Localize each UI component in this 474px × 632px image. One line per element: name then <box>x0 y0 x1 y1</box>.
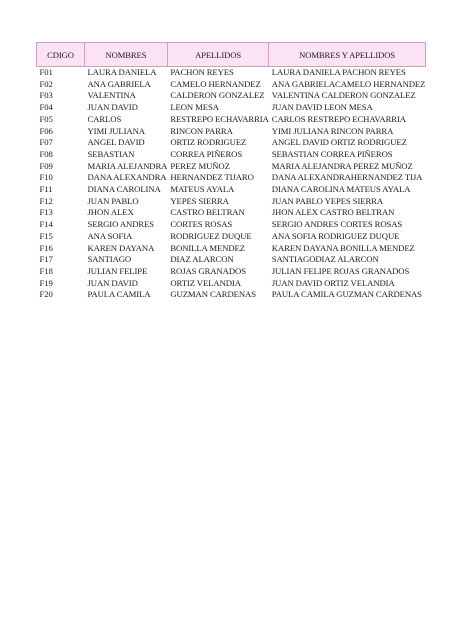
table-row <box>37 149 426 161</box>
cell-nombres-y-apellidos: CARLOS RESTREPO ECHAVARRIA <box>271 113 406 124</box>
cell-nombres-y-apellidos: MARIA ALEJANDRA PEREZ MUÑOZ <box>271 160 413 171</box>
cell-nombres: SEBASTIAN <box>87 148 135 159</box>
table-row <box>37 207 426 219</box>
cell-codigo: F16 <box>39 242 53 253</box>
cell-codigo: F05 <box>39 113 53 124</box>
cell-apellidos: ORTIZ RODRIGUEZ <box>170 137 247 148</box>
cell-nombres: ANA SOFIA <box>87 230 133 241</box>
cell-nombres: JULIAN FELIPE <box>87 265 148 276</box>
cell-nombres-y-apellidos: PAULA CAMILA GUZMAN CARDENAS <box>271 289 422 300</box>
cell-codigo: F17 <box>39 254 53 265</box>
cell-nombres: PAULA CAMILA <box>87 289 151 300</box>
cell-nombres: CARLOS <box>87 113 122 124</box>
table-row <box>37 219 426 231</box>
table-row <box>37 196 426 208</box>
table-row <box>37 126 426 138</box>
cell-codigo: F13 <box>39 207 53 218</box>
cell-nombres: JHON ALEX <box>87 207 134 218</box>
table-row <box>37 67 426 79</box>
cell-nombres-y-apellidos: DANA ALEXANDRAHERNANDEZ TIJA <box>271 172 423 183</box>
cell-nombres-y-apellidos: JHON ALEX CASTRO BELTRAN <box>271 207 395 218</box>
table-row <box>37 172 426 184</box>
cell-apellidos: ORTIZ VELANDIA <box>170 277 241 288</box>
table-row <box>37 161 426 173</box>
cell-apellidos: MATEUS AYALA <box>170 184 235 195</box>
cell-codigo: F07 <box>39 137 53 148</box>
table-row <box>37 90 426 102</box>
cell-codigo: F20 <box>39 289 53 300</box>
header-codigo: CDIGO <box>37 43 85 67</box>
cell-apellidos: YEPES SIERRA <box>170 195 229 206</box>
cell-apellidos: CORREA PIÑEROS <box>170 148 243 159</box>
header-nombres: NOMBRES <box>85 43 168 67</box>
table-row <box>37 278 426 290</box>
cell-nombres-y-apellidos: KAREN DAYANA BONILLA MENDEZ <box>271 242 415 253</box>
cell-codigo: F04 <box>39 102 53 113</box>
cell-codigo: F12 <box>39 195 53 206</box>
cell-apellidos: DIAZ ALARCON <box>170 254 234 265</box>
cell-apellidos: BONILLA MENDEZ <box>170 242 245 253</box>
cell-codigo: F11 <box>39 184 53 195</box>
cell-apellidos: RINCON PARRA <box>170 125 233 136</box>
table-row <box>37 266 426 278</box>
cell-nombres: MARIA ALEJANDRA <box>87 160 168 171</box>
cell-apellidos: GUZMAN CARDENAS <box>170 289 256 300</box>
cell-nombres-y-apellidos: SERGIO ANDRES CORTES ROSAS <box>271 219 403 230</box>
cell-codigo: F09 <box>39 160 53 171</box>
table-row <box>37 79 426 91</box>
cell-nombres-y-apellidos: SEBASTIAN CORREA PIÑEROS <box>271 148 393 159</box>
table-row <box>37 114 426 126</box>
cell-codigo: F18 <box>39 265 53 276</box>
table-body <box>37 67 426 302</box>
cell-nombres: YIMI JULIANA <box>87 125 145 136</box>
table-row <box>37 254 426 266</box>
names-table <box>36 42 426 301</box>
cell-codigo: F14 <box>39 219 53 230</box>
cell-apellidos: RESTREPO ECHAVARRIA <box>170 113 269 124</box>
cell-nombres: VALENTINA <box>87 90 136 101</box>
cell-codigo: F06 <box>39 125 53 136</box>
cell-apellidos: ROJAS GRANADOS <box>170 265 246 276</box>
cell-codigo: F10 <box>39 172 53 183</box>
cell-codigo: F03 <box>39 90 53 101</box>
cell-nombres: DIANA CAROLINA <box>87 184 161 195</box>
cell-nombres: LAURA DANIELA <box>87 67 157 77</box>
header-nombres-y-apellidos: NOMBRES Y APELLIDOS <box>269 43 426 67</box>
cell-apellidos: PACHON REYES <box>170 67 234 77</box>
header-apellidos: APELLIDOS <box>167 43 268 67</box>
cell-apellidos: HERNANDEZ TIJARO <box>170 172 254 183</box>
cell-apellidos: PEREZ MUÑOZ <box>170 160 230 171</box>
cell-nombres-y-apellidos: ANA SOFIA RODRIGUEZ DUQUE <box>271 230 400 241</box>
cell-nombres-y-apellidos: DIANA CAROLINA MATEUS AYALA <box>271 184 411 195</box>
table-row <box>37 243 426 255</box>
cell-apellidos: LEON MESA <box>170 102 219 113</box>
table-row <box>37 289 426 301</box>
cell-nombres: SANTIAGO <box>87 254 132 265</box>
cell-nombres-y-apellidos: LAURA DANIELA PACHON REYES <box>271 67 406 77</box>
cell-nombres: JUAN DAVID <box>87 277 138 288</box>
cell-nombres-y-apellidos: JULIAN FELIPE ROJAS GRANADOS <box>271 265 410 276</box>
cell-codigo: F15 <box>39 230 53 241</box>
cell-apellidos: CAMELO HERNANDEZ <box>170 78 261 89</box>
table-row <box>37 231 426 243</box>
cell-codigo: F08 <box>39 148 53 159</box>
cell-apellidos: CASTRO BELTRAN <box>170 207 245 218</box>
cell-apellidos: RODRIGUEZ DUQUE <box>170 230 252 241</box>
cell-apellidos: CALDERON GONZALEZ <box>170 90 265 101</box>
cell-codigo: F01 <box>39 67 53 77</box>
table-row <box>37 137 426 149</box>
cell-nombres-y-apellidos: YIMI JULIANA RINCON PARRA <box>271 125 394 136</box>
cell-nombres: SERGIO ANDRES <box>87 219 155 230</box>
cell-nombres-y-apellidos: JUAN DAVID LEON MESA <box>271 102 373 113</box>
table-row <box>37 184 426 196</box>
spreadsheet-page <box>36 42 426 301</box>
header-row <box>37 43 426 67</box>
cell-codigo: F02 <box>39 78 53 89</box>
cell-nombres: DANA ALEXANDRA <box>87 172 167 183</box>
table-row <box>37 102 426 114</box>
cell-nombres-y-apellidos: SANTIAGODIAZ ALARCON <box>271 254 379 265</box>
cell-nombres: JUAN PABLO <box>87 195 139 206</box>
cell-nombres-y-apellidos: ANA GABRIELACAMELO HERNANDEZ <box>271 78 426 89</box>
cell-nombres: JUAN DAVID <box>87 102 138 113</box>
cell-codigo: F19 <box>39 277 53 288</box>
cell-nombres-y-apellidos: JUAN DAVID ORTIZ VELANDIA <box>271 277 395 288</box>
cell-nombres-y-apellidos: VALENTINA CALDERON GONZALEZ <box>271 90 416 101</box>
cell-nombres: ANGEL DAVID <box>87 137 145 148</box>
cell-nombres: ANA GABRIELA <box>87 78 151 89</box>
cell-nombres: KAREN DAYANA <box>87 242 155 253</box>
cell-apellidos: CORTES ROSAS <box>170 219 233 230</box>
cell-nombres-y-apellidos: JUAN PABLO YEPES SIERRA <box>271 195 384 206</box>
cell-nombres-y-apellidos: ANGEL DAVID ORTIZ RODRIGUEZ <box>271 137 407 148</box>
